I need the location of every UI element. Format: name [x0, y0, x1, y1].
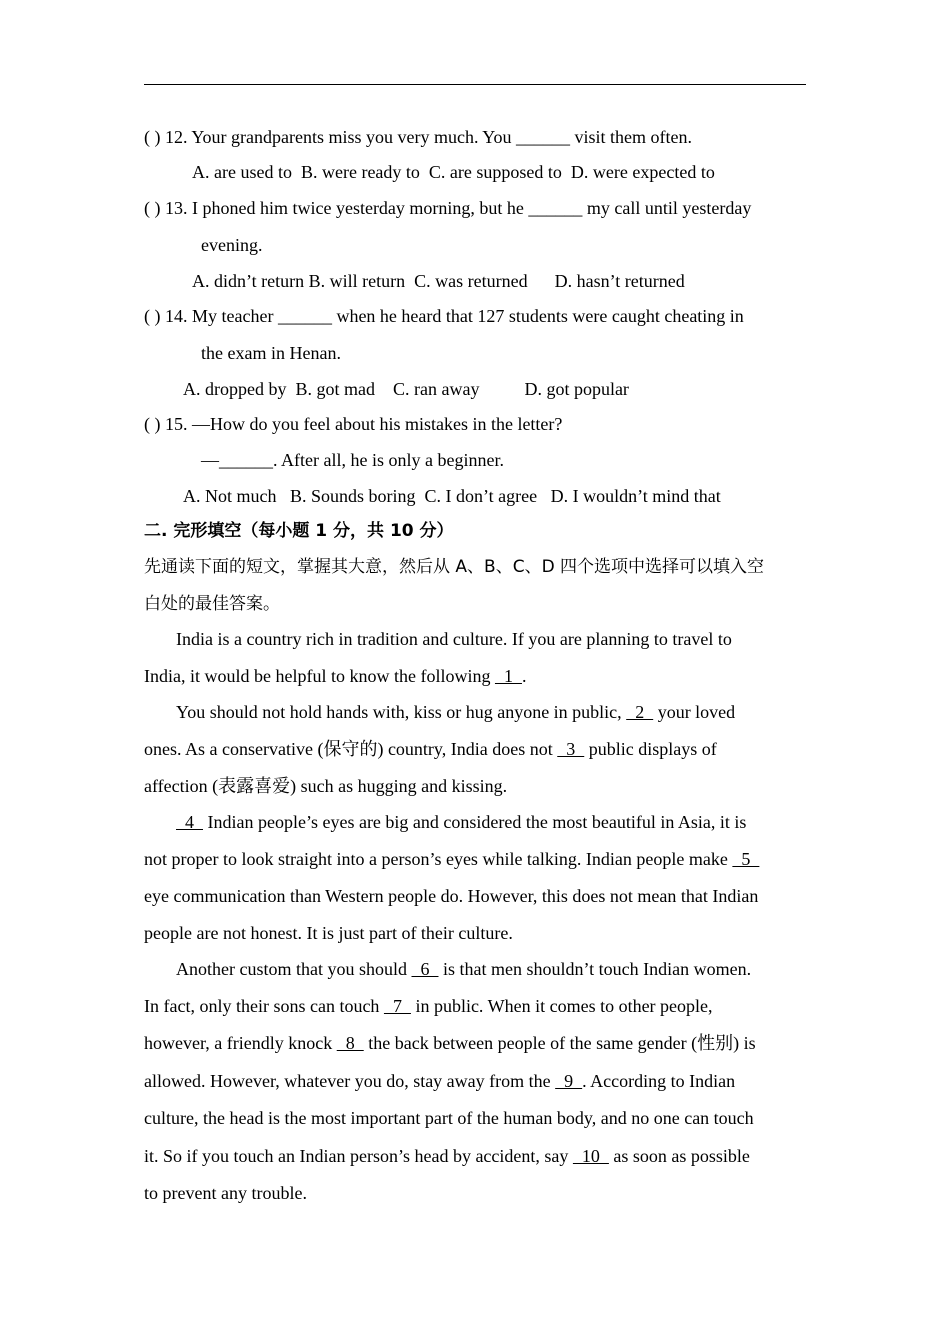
blank-2: 2	[626, 702, 654, 722]
passage-p3-line-4: people are not honest. It is just part of their culture.	[144, 923, 513, 943]
question-13-stem: ( ) 13. I phoned him twice yesterday morning, but he ______ my call until yesterday	[144, 198, 752, 218]
passage-p4-line-4: allowed. However, whatever you do, stay away from the 9 . According to Indian	[144, 1071, 736, 1091]
passage-p2-line-2: ones. As a conservative (保守的) country, India does not 3 public displays of	[144, 739, 717, 759]
section-2-instruction-line-1: 先通读下面的短文，掌握其大意，然后从 A、B、C、D 四个选项中选择可以填入空	[144, 557, 765, 577]
blank-3: 3	[557, 739, 585, 759]
blank-1: 1	[494, 666, 522, 686]
question-14-stem-cont: the exam in Henan.	[201, 343, 341, 363]
section-2-heading: 二. 完形填空（每小题 1 分，共 10 分）	[144, 521, 454, 541]
passage-p4-line-2: In fact, only their sons can touch 7 in public. When it comes to other people,	[144, 996, 713, 1016]
passage-p3-line-1: 4 Indian people’s eyes are big and considered the most beautiful in Asia, it is	[176, 812, 747, 832]
passage-p4-line-3: however, a friendly knock 8 the back between people of the same gender (性别) is	[144, 1033, 756, 1053]
passage-p1-line-1: India is a country rich in tradition and culture. If you are planning to travel to	[176, 629, 732, 649]
blank-8: 8	[336, 1033, 364, 1053]
blank-7: 7	[383, 996, 411, 1016]
question-14-stem: ( ) 14. My teacher ______ when he heard that 127 students were caught cheating in	[144, 306, 744, 326]
passage-p4-line-7: to prevent any trouble.	[144, 1183, 307, 1203]
question-12-options: A. are used to B. were ready to C. are supposed to D. were expected to	[192, 162, 715, 182]
passage-p3-line-2: not proper to look straight into a person’s eyes while talking. Indian people make 5	[144, 849, 760, 869]
passage-p1-line-2: India, it would be helpful to know the following 1 .	[144, 666, 527, 686]
header-rule	[144, 84, 806, 85]
blank-10: 10	[572, 1146, 609, 1166]
question-15-options: A. Not much B. Sounds boring C. I don’t agree D. I wouldn’t mind that	[183, 486, 721, 506]
passage-p2-line-1: You should not hold hands with, kiss or hug anyone in public, 2 your loved	[176, 702, 736, 722]
blank-6: 6	[411, 959, 439, 979]
question-15-stem: ( ) 15. —How do you feel about his mistakes in the letter?	[144, 414, 563, 434]
question-15-stem-cont: —______. After all, he is only a beginner.	[201, 450, 504, 470]
passage-p2-line-3: affection (表露喜爱) such as hugging and kissing.	[144, 776, 508, 796]
blank-5: 5	[732, 849, 760, 869]
question-13-stem-cont: evening.	[201, 235, 263, 255]
blank-4: 4	[176, 812, 203, 832]
blank-9: 9	[555, 1071, 583, 1091]
passage-p4-line-5: culture, the head is the most important part of the human body, and no one can touch	[144, 1108, 754, 1128]
passage-p3-line-3: eye communication than Western people do. However, this does not mean that Indian	[144, 886, 759, 906]
question-12-stem: ( ) 12. Your grandparents miss you very much. You ______ visit them often.	[144, 127, 692, 147]
section-2-instruction-line-2: 白处的最佳答案。	[144, 594, 280, 614]
passage-p4-line-1: Another custom that you should 6 is that men shouldn’t touch Indian women.	[176, 959, 752, 979]
passage-p4-line-6: it. So if you touch an Indian person’s head by accident, say 10 as soon as possible	[144, 1146, 750, 1166]
question-14-options: A. dropped by B. got mad C. ran away D. got popular	[183, 379, 629, 399]
question-13-options: A. didn’t return B. will return C. was returned D. hasn’t returned	[192, 271, 685, 291]
